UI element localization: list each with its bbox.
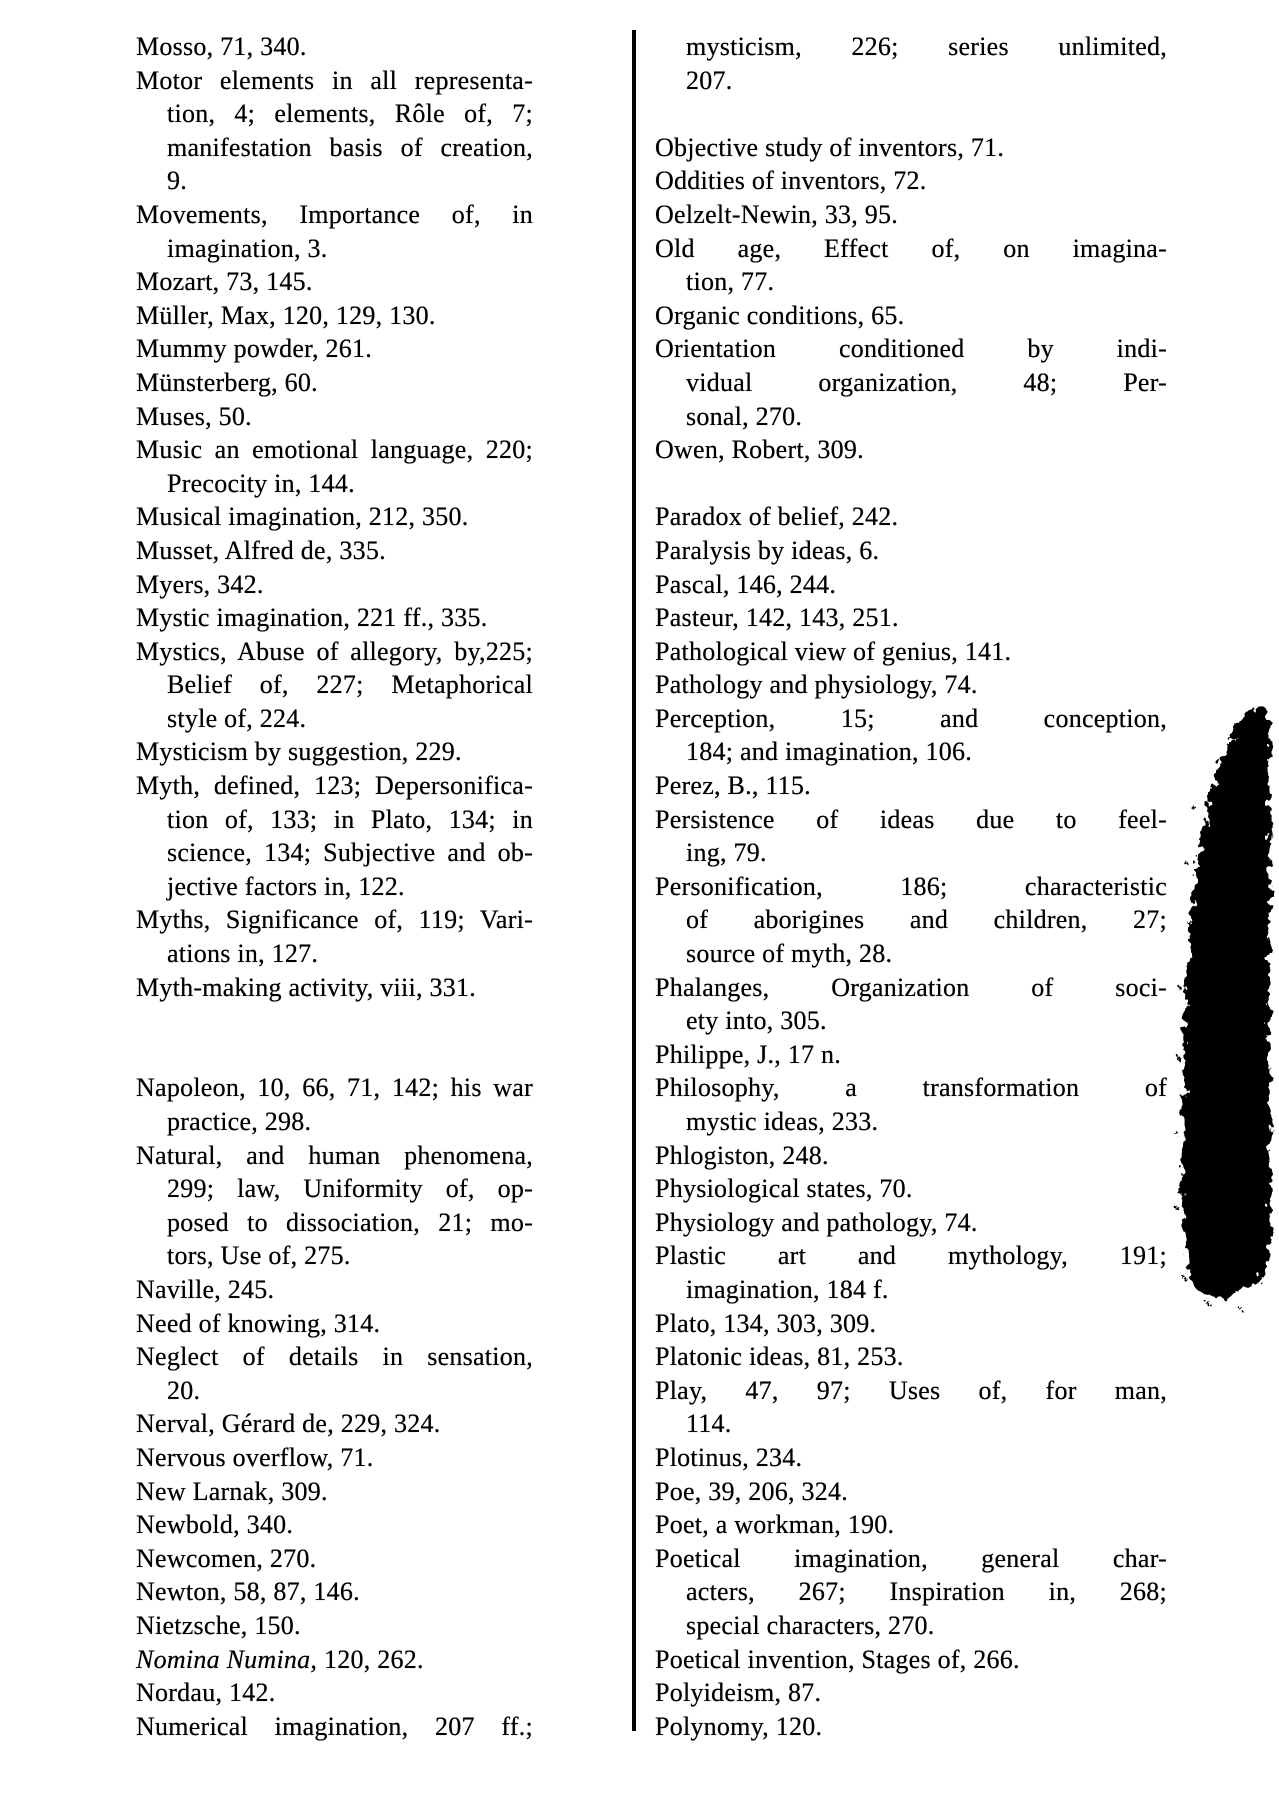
- index-entry: [655, 131, 1167, 165]
- index-entry: [655, 803, 1167, 870]
- index-entry: [655, 1038, 1167, 1072]
- index-entry-line: Paralysis by ideas, 6.: [655, 535, 880, 565]
- index-entry: [655, 601, 1167, 635]
- index-entry-line: tion, 77.: [686, 267, 775, 297]
- index-entry: [655, 534, 1167, 568]
- index-entry-line: Nordau, 142.: [136, 1678, 276, 1708]
- index-entry: [655, 702, 1167, 769]
- index-entry: [136, 265, 533, 299]
- index-entry-line: Precocity in, 144.: [167, 468, 355, 498]
- index-entry: [655, 433, 1167, 467]
- index-entry: [655, 1441, 1167, 1475]
- index-entry-line: Mummy powder, 261.: [136, 334, 372, 364]
- index-entry-line: Numerical imagination, 207 ff.;: [136, 1711, 533, 1741]
- index-entry: [655, 299, 1167, 333]
- index-entry: [136, 1609, 533, 1643]
- index-entry-line: Perception, 15; and conception,: [655, 703, 1167, 733]
- index-entry-line: Old age, Effect of, on imagina-: [655, 233, 1167, 263]
- index-entry-line: 184; and imagination, 106.: [686, 737, 972, 767]
- index-entry: [136, 1710, 533, 1744]
- index-entry: [655, 1206, 1167, 1240]
- index-entry: [136, 332, 533, 366]
- index-entry-line: Philosophy, a transformation of: [655, 1073, 1167, 1103]
- section-gap: [655, 467, 1167, 501]
- column-divider-rule: [632, 30, 636, 1731]
- index-entry-line: Musset, Alfred de, 335.: [136, 535, 386, 565]
- index-entry-line: Polynomy, 120.: [655, 1711, 823, 1741]
- index-entry-line: 299; law, Uniformity of, op-: [167, 1174, 533, 1204]
- index-entry: [655, 198, 1167, 232]
- index-entry-line: 20.: [167, 1375, 201, 1405]
- index-entry-line: Music an emotional language, 220;: [136, 435, 533, 465]
- index-entry-line: Myers, 342.: [136, 569, 264, 599]
- index-entry: [655, 1475, 1167, 1509]
- index-entry-line: special characters, 270.: [686, 1610, 935, 1640]
- index-entry-line: manifestation basis of creation,: [167, 132, 533, 162]
- index-entry-line: Personification, 186; characteristic: [655, 871, 1167, 901]
- index-entry-line: Mystics, Abuse of allegory, by,225;: [136, 636, 533, 666]
- index-entry-line: of aborigines and children, 27;: [686, 905, 1167, 935]
- index-entry: [655, 1307, 1167, 1341]
- index-entry: [655, 1172, 1167, 1206]
- index-entry: [136, 1340, 533, 1407]
- index-entry-line: Poet, a workman, 190.: [655, 1510, 895, 1540]
- index-entry: [655, 769, 1167, 803]
- index-entry-line: imagination, 184 f.: [686, 1274, 889, 1304]
- index-entry-line: Platonic ideas, 81, 253.: [655, 1342, 904, 1372]
- index-entry: [655, 635, 1167, 669]
- index-entry-line: ing, 79.: [686, 838, 767, 868]
- index-entry-line: sonal, 270.: [686, 401, 803, 431]
- index-entry: [655, 1710, 1167, 1744]
- index-entry: [655, 1508, 1167, 1542]
- index-entry-line: Pathological view of genius, 141.: [655, 636, 1012, 666]
- index-entry-line: Myths, Significance of, 119; Vari-: [136, 905, 533, 935]
- index-entry-line: Pascal, 146, 244.: [655, 569, 837, 599]
- index-entry-line: Need of knowing, 314.: [136, 1308, 381, 1338]
- index-entry: [136, 635, 533, 736]
- index-entry: [136, 1441, 533, 1475]
- index-entry-line: style of, 224.: [167, 703, 307, 733]
- index-entry-line: Belief of, 227; Metaphorical: [167, 670, 533, 700]
- index-entry: [655, 1676, 1167, 1710]
- index-entry-line: Mozart, 73, 145.: [136, 267, 313, 297]
- index-entry-line: Plato, 134, 303, 309.: [655, 1308, 877, 1338]
- index-entry: [136, 400, 533, 434]
- index-entry: [655, 568, 1167, 602]
- index-entry-line: Mystic imagination, 221 ff., 335.: [136, 603, 488, 633]
- index-entry: [136, 299, 533, 333]
- index-entry-line: science, 134; Subjective and ob-: [167, 838, 533, 868]
- index-entry-line: ations in, 127.: [167, 939, 319, 969]
- index-entry-line: Newton, 58, 87, 146.: [136, 1577, 360, 1607]
- index-entry: [136, 366, 533, 400]
- index-entry: [655, 971, 1167, 1038]
- index-entry: [655, 232, 1167, 299]
- index-entry-line: jective factors in, 122.: [167, 871, 405, 901]
- index-entry: [136, 30, 533, 64]
- index-entry-line: Nervous overflow, 71.: [136, 1442, 374, 1472]
- index-column-right: [655, 30, 1167, 1743]
- index-entry-line: Nomina Numina, 120, 262.: [136, 1644, 424, 1674]
- index-entry-line: posed to dissociation, 21; mo-: [167, 1207, 533, 1237]
- index-entry: [136, 64, 533, 198]
- index-entry-line: 114.: [686, 1409, 732, 1439]
- index-entry: [655, 500, 1167, 534]
- index-entry: [136, 534, 533, 568]
- index-entry: [136, 1139, 533, 1273]
- index-entry: [136, 1676, 533, 1710]
- index-entry-line: Naville, 245.: [136, 1274, 275, 1304]
- ink-blot-shape: [1168, 688, 1279, 1328]
- index-entry-line: Natural, and human phenomena,: [136, 1140, 533, 1170]
- index-entry-line: Münsterberg, 60.: [136, 367, 318, 397]
- index-entry: [136, 1508, 533, 1542]
- index-entry-line: Myth, defined, 123; Depersonifica-: [136, 771, 533, 801]
- index-entry: [136, 1575, 533, 1609]
- index-entry-line: Polyideism, 87.: [655, 1678, 822, 1708]
- index-entry: [136, 735, 533, 769]
- ink-blot-artifact: [1168, 688, 1279, 1328]
- index-entry-line: Pasteur, 142, 143, 251.: [655, 603, 899, 633]
- index-entry-line: Paradox of belief, 242.: [655, 502, 899, 532]
- index-entry: [136, 500, 533, 534]
- index-entry-line: practice, 298.: [167, 1107, 312, 1136]
- index-entry-line: Nerval, Gérard de, 229, 324.: [136, 1409, 441, 1439]
- index-entry: [655, 332, 1167, 433]
- section-gap: [136, 1004, 533, 1071]
- index-entry-line: Orientation conditioned by indi-: [655, 334, 1167, 364]
- index-entry-line: Phlogiston, 248.: [655, 1140, 829, 1170]
- index-entry-line: tion of, 133; in Plato, 134; in: [167, 804, 533, 834]
- index-column-left: [136, 30, 533, 1743]
- index-entry-line: Pathology and physiology, 74.: [655, 670, 978, 700]
- index-entry: [655, 870, 1167, 971]
- index-entry-line: 9.: [167, 166, 187, 196]
- index-entry-line: Play, 47, 97; Uses of, for man,: [655, 1375, 1167, 1405]
- index-entry-line: Organic conditions, 65.: [655, 300, 905, 330]
- index-entry: [136, 433, 533, 500]
- index-entry: [655, 1542, 1167, 1643]
- index-entry: [136, 1475, 533, 1509]
- section-gap: [655, 97, 1167, 131]
- index-entry: [655, 668, 1167, 702]
- index-entry-line: New Larnak, 309.: [136, 1476, 328, 1506]
- index-entry-line: Musical imagination, 212, 350.: [136, 502, 469, 532]
- index-entry-line: Physiology and pathology, 74.: [655, 1207, 978, 1237]
- index-entry-line: 207.: [686, 65, 733, 95]
- index-entry-line: Nietzsche, 150.: [136, 1610, 301, 1640]
- index-entry-line: Philippe, J., 17 n.: [655, 1039, 842, 1069]
- index-entry: [136, 1542, 533, 1576]
- index-entry-line: tion, 4; elements, Rôle of, 7;: [167, 99, 533, 129]
- index-entry: [136, 1407, 533, 1441]
- index-entry-line: Newbold, 340.: [136, 1510, 294, 1540]
- index-entry-line: Neglect of details in sensation,: [136, 1342, 533, 1372]
- index-entry: [655, 1239, 1167, 1306]
- italic-term: Nomina Numina,: [136, 1644, 318, 1674]
- index-entry: [136, 903, 533, 970]
- index-entry-line: Plastic art and mythology, 191;: [655, 1241, 1167, 1271]
- index-entry: [655, 1340, 1167, 1374]
- index-entry-line: Motor elements in all representa-: [136, 65, 533, 95]
- index-entry-line: Perez, B., 115.: [655, 771, 811, 801]
- index-entry-line: Owen, Robert, 309.: [655, 435, 864, 465]
- index-entry-line: Movements, Importance of, in: [136, 199, 533, 229]
- index-entry-line: mysticism, 226; series unlimited,: [686, 32, 1167, 61]
- index-entry-line: Myth-making activity, viii, 331.: [136, 972, 476, 1002]
- index-entry-line: Objective study of inventors, 71.: [655, 132, 1005, 162]
- index-entry-line: Poetical invention, Stages of, 266.: [655, 1644, 1020, 1674]
- index-entry-line: vidual organization, 48; Per-: [686, 367, 1167, 397]
- index-entry: [136, 1273, 533, 1307]
- index-entry-line: Newcomen, 270.: [136, 1543, 317, 1573]
- index-entry-line: Mosso, 71, 340.: [136, 32, 307, 61]
- index-entry: [136, 769, 533, 903]
- index-entry: [655, 1643, 1167, 1677]
- index-entry-line: tors, Use of, 275.: [167, 1241, 351, 1271]
- index-entry: [136, 1071, 533, 1138]
- index-entry-line: Napoleon, 10, 66, 71, 142; his war: [136, 1073, 533, 1103]
- index-entry-line: mystic ideas, 233.: [686, 1107, 879, 1136]
- index-entry-line: Poe, 39, 206, 324.: [655, 1476, 848, 1506]
- index-entry-line: Phalanges, Organization of soci-: [655, 972, 1167, 1002]
- index-entry: [136, 1643, 533, 1677]
- index-entry: [136, 1307, 533, 1341]
- index-entry: [655, 164, 1167, 198]
- index-entry-line: ety into, 305.: [686, 1006, 827, 1036]
- index-entry-line: Oelzelt-Newin, 33, 95.: [655, 199, 899, 229]
- index-entry-line: Poetical imagination, general char-: [655, 1543, 1167, 1573]
- index-entry: [136, 198, 533, 265]
- index-entry-line: Physiological states, 70.: [655, 1174, 913, 1204]
- index-entry-line: imagination, 3.: [167, 233, 328, 263]
- index-entry-line: Müller, Max, 120, 129, 130.: [136, 300, 436, 330]
- index-entry: [136, 971, 533, 1005]
- index-entry: [655, 30, 1167, 97]
- index-entry-line: Mysticism by suggestion, 229.: [136, 737, 462, 767]
- index-entry: [136, 568, 533, 602]
- index-entry: [136, 601, 533, 635]
- index-entry-line: Muses, 50.: [136, 401, 252, 431]
- index-entry: [655, 1139, 1167, 1173]
- index-entry-line: Oddities of inventors, 72.: [655, 166, 927, 196]
- index-entry-line: Plotinus, 234.: [655, 1442, 803, 1472]
- index-entry-line: source of myth, 28.: [686, 939, 893, 969]
- index-entry-line: acters, 267; Inspiration in, 268;: [686, 1577, 1167, 1607]
- index-entry: [655, 1071, 1167, 1138]
- index-entry: [655, 1374, 1167, 1441]
- index-entry-line: Persistence of ideas due to feel-: [655, 804, 1167, 834]
